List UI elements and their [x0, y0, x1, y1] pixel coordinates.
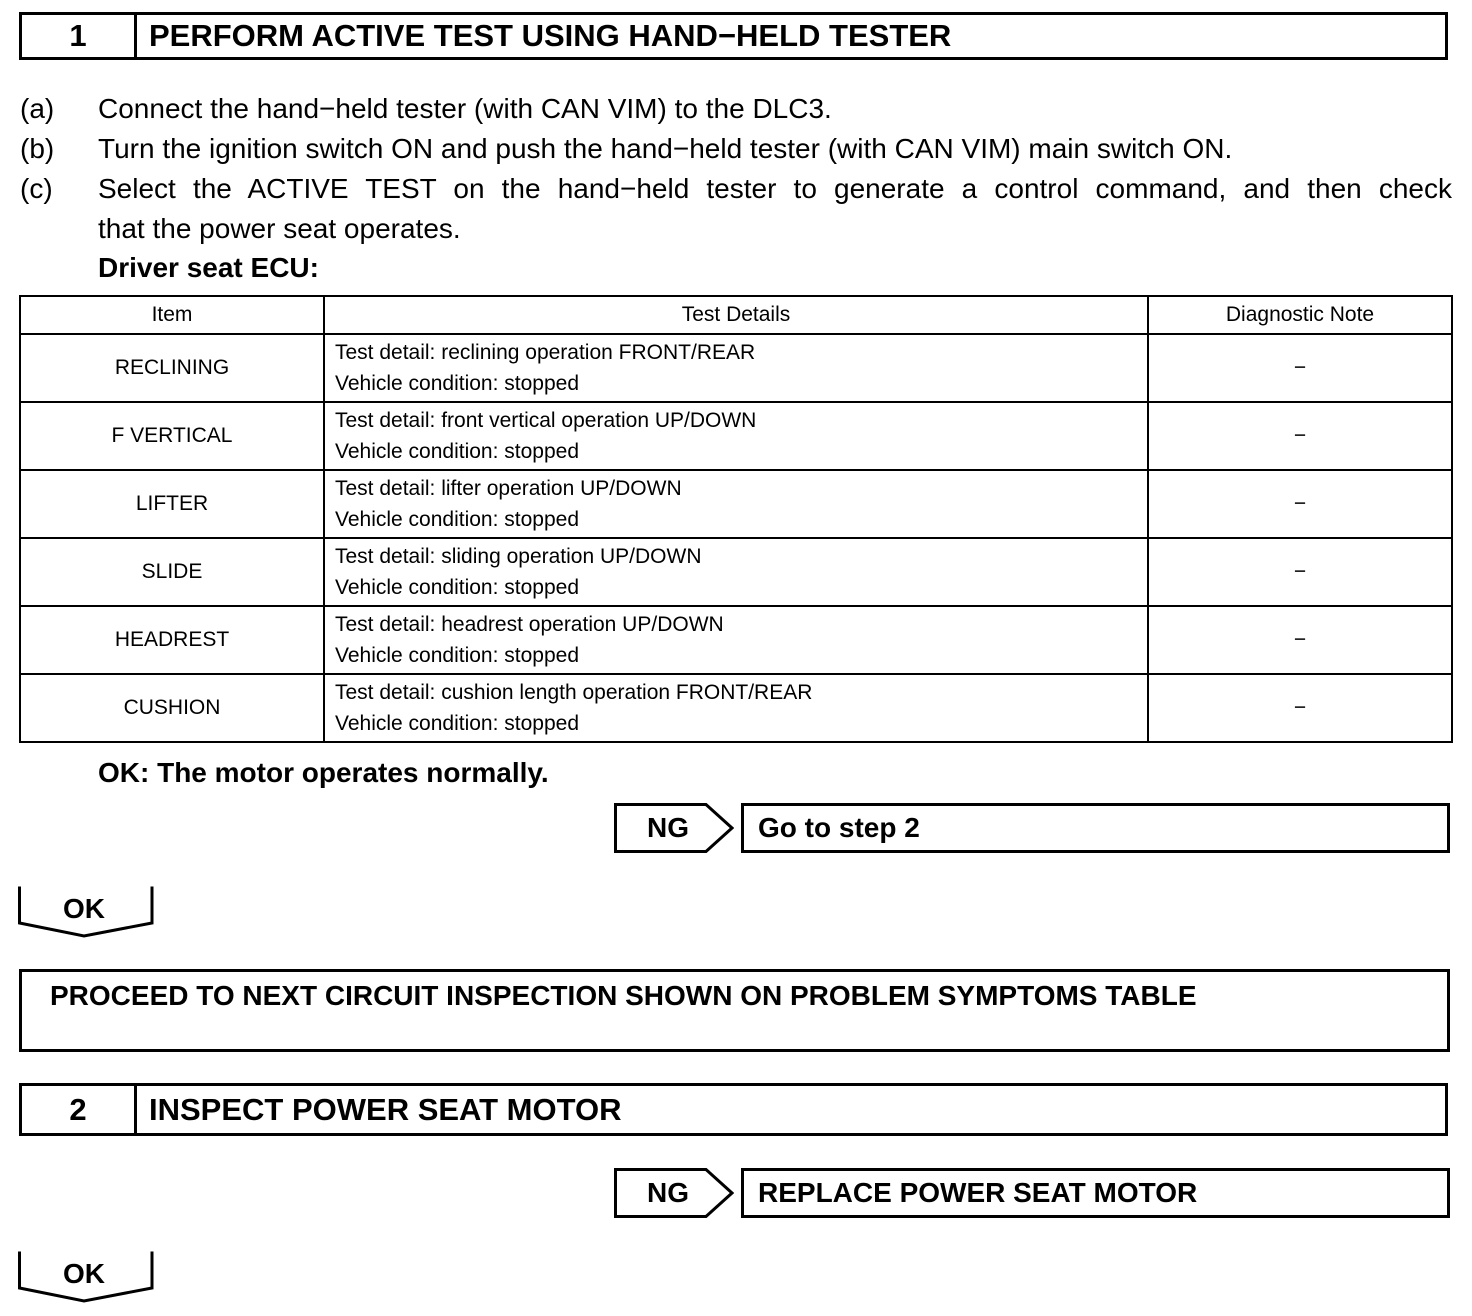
details-cell: [324, 538, 1148, 606]
instruction-text: Connect the hand−held tester (with CAN VIM) to the DLC3.: [98, 93, 832, 124]
table-row: [20, 674, 1452, 742]
note-cell: −: [1148, 674, 1452, 742]
proceed-box: PROCEED TO NEXT CIRCUIT INSPECTION SHOWN ON PROBLEM SYMPTOMS TABLE: [19, 969, 1450, 1052]
instruction-label: (a): [20, 93, 55, 124]
vehicle-condition: Vehicle condition: stopped: [335, 440, 580, 463]
ok-label: OK: [63, 1258, 105, 1289]
ok-arrow: [18, 885, 156, 941]
note-cell: −: [1148, 470, 1452, 538]
details-cell: [324, 674, 1148, 742]
item-cell: HEADREST: [20, 606, 324, 674]
step-title: PERFORM ACTIVE TEST USING HAND−HELD TESTER: [149, 18, 952, 53]
header-diagnostic-note: Diagnostic Note: [1148, 296, 1452, 334]
test-detail: Test detail: lifter operation UP/DOWN: [335, 477, 682, 500]
vehicle-condition: Vehicle condition: stopped: [335, 372, 580, 395]
item-cell: LIFTER: [20, 470, 324, 538]
instruction-a: [20, 89, 1452, 129]
vehicle-condition: Vehicle condition: stopped: [335, 508, 580, 531]
vehicle-condition: Vehicle condition: stopped: [335, 576, 580, 599]
step-2-header: [19, 1083, 1448, 1136]
details-cell: [324, 470, 1148, 538]
ng-result-box: REPLACE POWER SEAT MOTOR: [741, 1168, 1450, 1218]
note-cell: −: [1148, 606, 1452, 674]
instructions: [20, 89, 1452, 249]
instruction-b: [20, 129, 1452, 169]
vehicle-condition: Vehicle condition: stopped: [335, 644, 580, 667]
ng-label: NG: [647, 1177, 689, 1208]
table-caption: Driver seat ECU:: [98, 252, 319, 283]
test-detail: Test detail: reclining operation FRONT/REAR: [335, 341, 756, 364]
table-row: [20, 402, 1452, 470]
instruction-c: [20, 169, 1452, 209]
instruction-label: (c): [20, 173, 53, 204]
vehicle-condition: Vehicle condition: stopped: [335, 712, 580, 735]
table-row: [20, 334, 1452, 402]
ok-label: OK: [63, 893, 105, 924]
table-row: [20, 538, 1452, 606]
details-cell: [324, 334, 1148, 402]
table-row: [20, 470, 1452, 538]
test-detail: Test detail: headrest operation UP/DOWN: [335, 613, 724, 636]
instruction-text: Turn the ignition switch ON and push the hand−held tester (with CAN VIM) main switch ON.: [98, 133, 1233, 164]
table-row: [20, 606, 1452, 674]
header-test-details: Test Details: [324, 296, 1148, 334]
step-number: 2: [22, 1086, 137, 1133]
item-cell: F VERTICAL: [20, 402, 324, 470]
ok-arrow: [18, 1250, 156, 1306]
test-detail: Test detail: front vertical operation UP/DOWN: [335, 409, 757, 432]
table-header-row: [20, 296, 1452, 334]
item-cell: RECLINING: [20, 334, 324, 402]
test-detail: Test detail: sliding operation UP/DOWN: [335, 545, 702, 568]
item-cell: CUSHION: [20, 674, 324, 742]
note-cell: −: [1148, 402, 1452, 470]
ng-label: NG: [647, 812, 689, 843]
ng-result-box: Go to step 2: [741, 803, 1450, 853]
note-cell: −: [1148, 538, 1452, 606]
ng-arrow: [614, 803, 734, 853]
item-cell: SLIDE: [20, 538, 324, 606]
details-cell: [324, 606, 1148, 674]
note-cell: −: [1148, 334, 1452, 402]
instruction-c-continued: that the power seat operates.: [98, 213, 461, 244]
ok-criterion: OK: The motor operates normally.: [98, 757, 549, 788]
active-test-table: [19, 295, 1453, 743]
step-1-header: [19, 12, 1448, 60]
instruction-text: Select the ACTIVE TEST on the hand−held tester to generate a control command, and then check: [98, 173, 1452, 204]
step-title: INSPECT POWER SEAT MOTOR: [149, 1091, 622, 1127]
test-detail: Test detail: cushion length operation FRONT/REAR: [335, 681, 813, 704]
details-cell: [324, 402, 1148, 470]
instruction-label: (b): [20, 133, 55, 164]
header-item: Item: [20, 296, 324, 334]
ng-arrow: [614, 1168, 734, 1218]
step-number: 1: [22, 15, 137, 57]
